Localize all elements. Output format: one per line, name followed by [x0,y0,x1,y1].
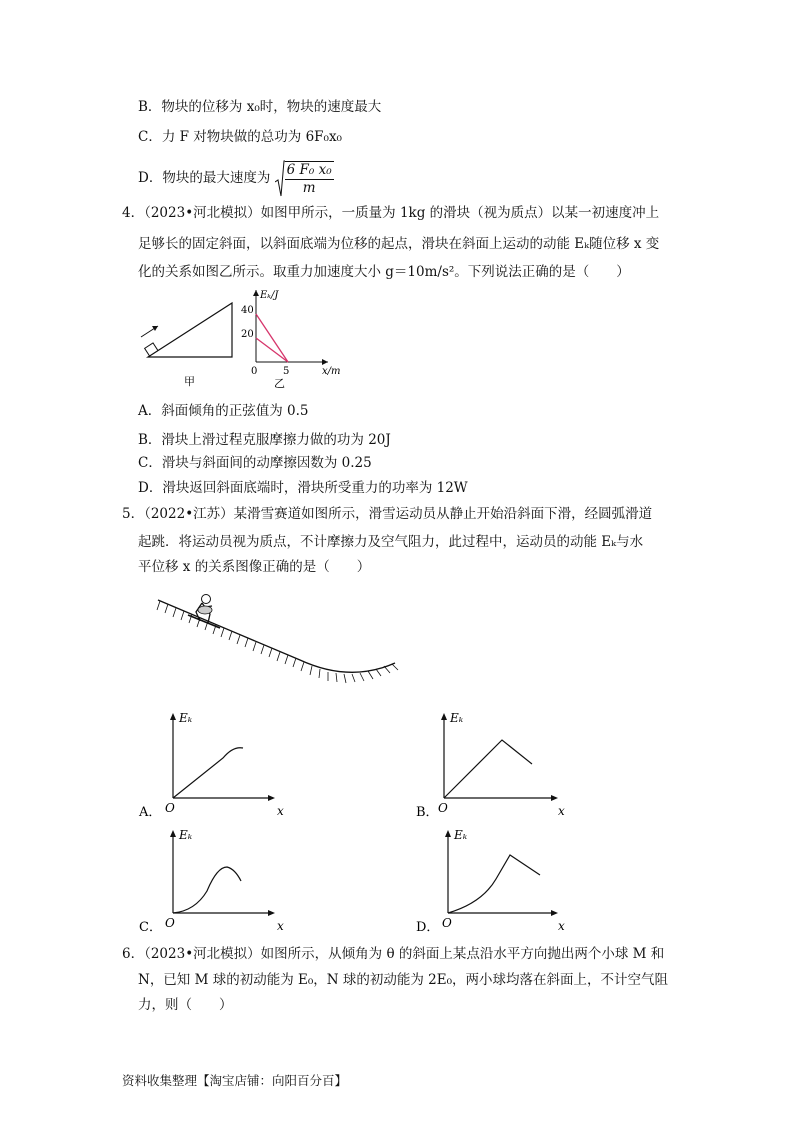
y-axis-label: Eₖ/J [260,290,279,301]
curve [173,748,243,798]
q4-option-b: B．滑块上滑过程克服摩擦力做的功为 20J [138,432,391,448]
q4-option-a: A．斜面倾角的正弦值为 0.5 [138,403,309,419]
q3-option-b: B．物块的位移为 x₀时，物块的速度最大 [138,99,382,115]
y-tick-20: 20 [241,329,254,340]
option-label: A． [139,805,162,820]
graph-option-d [412,823,572,938]
x-tick-5: 5 [283,366,290,377]
q5-stem-line1: 5．（2022•江苏）某滑雪赛道如图所示，滑雪运动员从静止开始沿斜面下滑，经圆弧滑道 [122,506,653,522]
sqrt-icon [275,160,285,198]
ground-hatching [157,601,398,683]
curve [173,867,241,913]
origin-label: O [165,916,175,930]
q5-stem-line2: 起跳．将运动员视为质点，不计摩擦力及空气阻力，此过程中，运动员的动能 Eₖ与水 [138,534,644,550]
graph-option-c [135,823,285,938]
graph-option-b [412,700,572,820]
origin-label: O [165,801,175,815]
q6-stem-line1: 6．（2023•河北模拟）如图所示，从倾角为 θ 的斜面上某点沿水平方向抛出两个小球 M 和 [122,946,665,962]
q4-stem-line3: 化的关系如图乙所示。取重力加速度大小 g＝10m/s²。下列说法正确的是（ ） [138,264,630,280]
fig-yi-label: 乙 [274,377,285,390]
q5-stem-line3: 平位移 x 的关系图像正确的是（ ） [138,559,371,575]
incline-figure-jia [140,295,240,390]
q4-option-c: C．滑块与斜面间的动摩擦因数为 0.25 [138,455,372,471]
curve [444,740,532,798]
q4-option-d: D．滑块返回斜面底端时，滑块所受重力的功率为 12W [138,480,468,496]
q3-option-c: C．力 F 对物块做的总功为 6F₀x₀ [138,129,342,145]
x-axis-arrow-icon [322,359,328,365]
q4-stem-line2: 足够长的固定斜面，以斜面底端为位移的起点，滑块在斜面上运动的动能 Eₖ随位移 x 变 [138,236,660,252]
q3-option-d [138,158,334,198]
x-arrow-icon [268,795,275,801]
y-arrow-icon [441,713,447,720]
q6-stem-line2: N，已知 M 球的初动能为 E₀，N 球的初动能为 2E₀，两小球均落在斜面上，不计空气阻 [138,972,669,988]
y-arrow-icon [445,830,451,837]
ylabel: Eₖ [179,711,193,725]
ski-slope-figure [150,588,410,698]
ylabel: Eₖ [450,711,464,725]
series-line-up [256,314,288,362]
xlabel: x [558,804,565,818]
origin-label: O [438,801,448,815]
ylabel: Eₖ [179,828,193,842]
origin-label: O [442,916,452,930]
ski-track [158,600,395,672]
y-tick-40: 40 [241,305,254,316]
xlabel: x [558,919,565,933]
ylabel: Eₖ [454,828,468,842]
x-arrow-icon [551,795,558,801]
fraction-denominator: m [302,179,316,196]
ek-x-chart-yi [236,284,346,390]
xlabel: x [277,804,284,818]
curve [448,855,540,913]
fraction-numerator: 6 F₀ x₀ [286,161,332,178]
option-label: C． [139,920,162,935]
y-arrow-icon [170,830,176,837]
x-tick-0: 0 [251,366,258,377]
sqrt-expression [275,160,334,198]
series-line-down [256,338,288,362]
slider-block [145,343,158,356]
q4-stem-line1: 4．（2023•河北模拟）如图甲所示，一质量为 1kg 的滑块（视为质点）以某一初速度冲上 [122,205,660,221]
arrow-head-icon [152,326,158,331]
y-axis-arrow-icon [253,290,259,296]
x-arrow-icon [551,910,558,916]
incline-triangle [148,303,232,357]
x-arrow-icon [268,910,275,916]
xlabel: x [277,919,284,933]
fig-jia-label: 甲 [184,375,195,388]
skier-icon [188,595,220,629]
fraction [285,161,334,197]
option-label: D． [416,920,440,935]
graph-option-a [135,700,285,820]
x-axis-label: x/m [322,366,341,377]
footer-text: 资料收集整理【淘宝店铺：向阳百分百】 [122,1073,348,1088]
q3-option-d-text: D．物块的最大速度为 [138,170,271,186]
y-arrow-icon [170,713,176,720]
q6-stem-line3: 力，则（ ） [138,997,233,1013]
option-label: B． [416,805,439,820]
